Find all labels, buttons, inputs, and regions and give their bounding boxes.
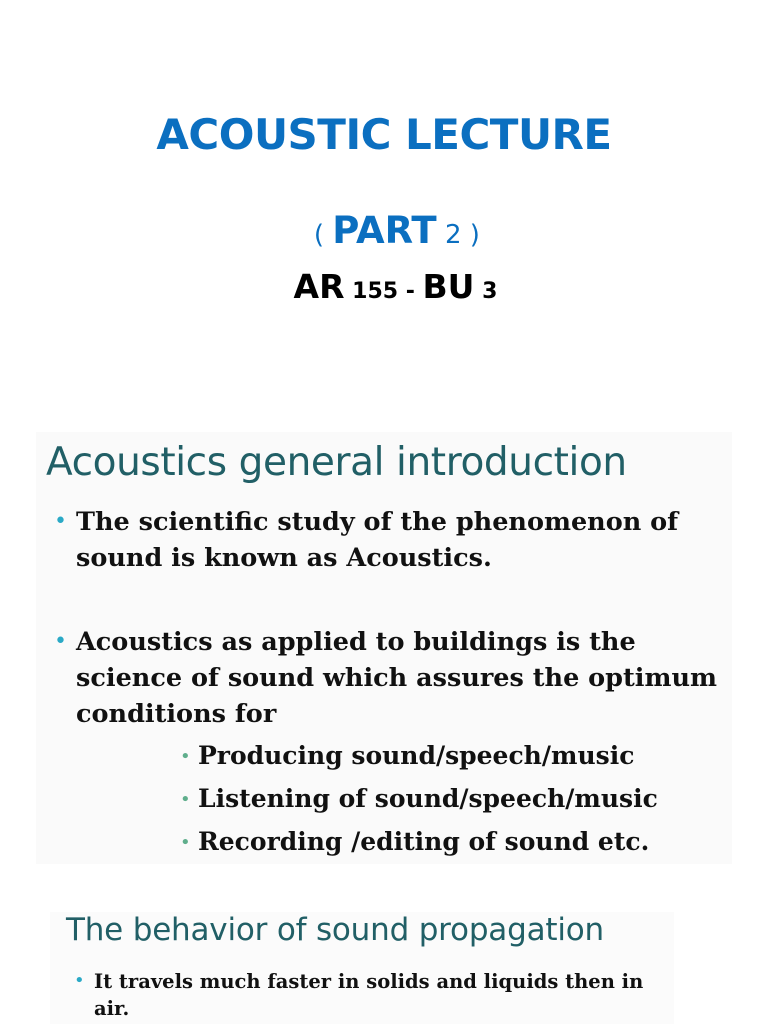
course-code — [0, 228, 768, 306]
list-item-text: It travels much faster in solids and liquids then in air. — [94, 970, 644, 1020]
bullet-icon: • — [54, 629, 67, 654]
sub-bullet-icon: • — [180, 832, 191, 853]
course-number: 155 - — [344, 279, 423, 304]
lecture-title-text: ACOUSTIC LECTURE — [156, 110, 612, 159]
slide-heading: Acoustics general introduction — [46, 440, 627, 485]
unit-prefix: BU — [422, 267, 475, 306]
list-item-text: The scientific study of the phenomenon of sound is known as Acoustics. — [76, 507, 679, 573]
unit-number: 3 — [474, 279, 498, 304]
sub-list-item — [180, 824, 650, 860]
list-item-text: Acoustics as applied to buildings is the science of sound which assures the optimum conditions for — [76, 627, 717, 729]
sub-list-item — [180, 738, 635, 774]
list-item — [54, 504, 726, 576]
bullet-icon: • — [74, 970, 85, 991]
sub-bullet-icon: • — [180, 746, 191, 767]
slide-heading: The behavior of sound propagation — [66, 912, 604, 948]
sub-list-item-text: Listening of sound/speech/music — [198, 784, 658, 813]
list-item — [54, 624, 728, 732]
sub-list-item — [180, 781, 658, 817]
slide-acoustics-introduction — [36, 432, 732, 864]
slide-sound-propagation — [50, 912, 674, 1024]
course-prefix: AR — [293, 267, 345, 306]
part-open-paren: ( — [313, 220, 333, 250]
part-close-paren: ) — [469, 220, 480, 250]
part-word: PART — [332, 209, 437, 252]
sub-list-item-text: Producing sound/speech/music — [198, 741, 635, 770]
sub-list-item-text: Recording /editing of sound etc. — [198, 827, 650, 856]
sub-bullet-icon: • — [180, 789, 191, 810]
bullet-icon: • — [54, 509, 67, 534]
part-number: 2 — [436, 220, 470, 250]
list-item — [74, 968, 674, 1022]
lecture-title — [0, 110, 768, 159]
